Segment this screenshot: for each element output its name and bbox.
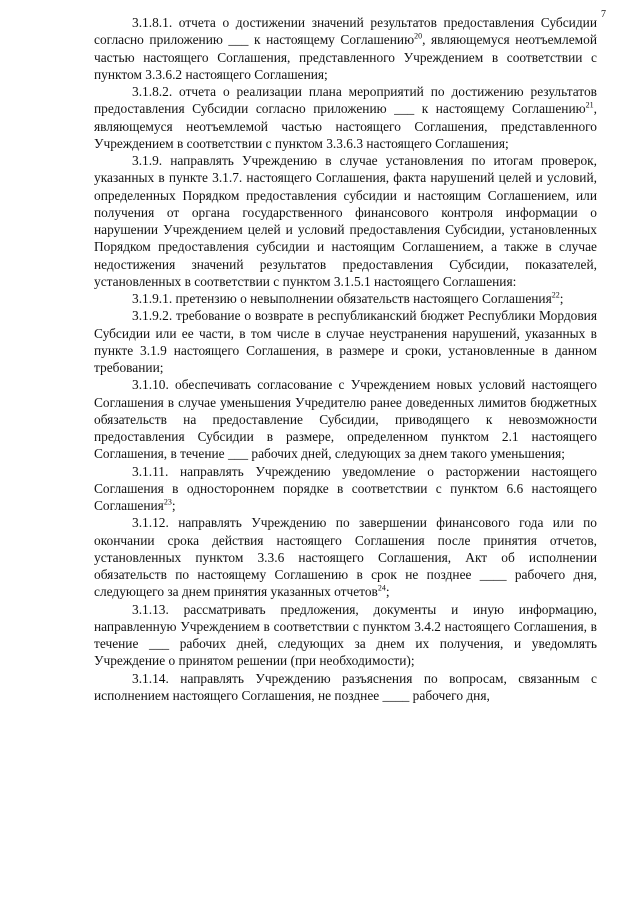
footnote-ref: 22 [551, 290, 560, 300]
footnote-ref: 20 [414, 31, 423, 41]
footnote-ref: 23 [163, 497, 172, 507]
paragraph-3-1-14: 3.1.14. направлять Учреждению разъяснения по вопросам, связанным с исполнением настоящего Соглашения, не позднее ____ рабочего дня, [94, 670, 597, 703]
paragraph-3-1-13: 3.1.13. рассматривать предложения, документы и иную информацию, направленную Учреждением в соответствии с пунктом 3.4.2 настоящего Соглашения, в течение ___ рабочих дней, следующих за днем их получения, и уведомлять Учреждение о принятом решении (при необходимости); [94, 601, 597, 669]
paragraph-3-1-8-2: 3.1.8.2. отчета о реализации плана мероприятий по достижению результатов предоставления Субсидии согласно приложению ___ к настоящему Соглашению$^{21}$, являющемуся неотъемлемой частью настоящего Соглашения, представленного Учреждением в соответствии с пунктом 3.3.6.3 настоящего Соглашения; [94, 84, 597, 151]
paragraph-3-1-9: 3.1.9. направлять Учреждению в случае установления по итогам проверок, указанных в пункте 3.1.7. настоящего Соглашения, факта нарушений целей и условий, определенных Порядком предоставления субсидии и настоящим Соглашением, или получения от органа государственного финансового контроля информации о нарушении Учреждением целей и условий предоставления Субсидии, установленных Порядком предоставления субсидии и настоящим Соглашением, а также в случае недостижения значений результатов предоставления Субсидии, показателей, установленных в соответствии с пунктом 3.1.5.1 настоящего Соглашения: [94, 153, 597, 289]
paragraph-3-1-10: 3.1.10. обеспечивать согласование с Учреждением новых условий настоящего Соглашения в случае уменьшения Учредителю ранее доведенных лимитов бюджетных обязательств на предоставление Субсидии, приводящего к невозможности предоставления Субсидии в размере, определенном пунктом 2.1 настоящего Соглашения, в течение ___ рабочих дней, следующих за днем такого уменьшения; [94, 377, 597, 462]
paragraph-3-1-8-1: 3.1.8.1. отчета о достижении значений результатов предоставления Субсидии согласно приложению ___ к настоящему Соглашению$^{20}$, являющемуся неотъемлемой частью настоящего Соглашения, представленного Учреждением в соответствии с пунктом 3.3.6.2 настоящего Соглашения; [94, 15, 597, 82]
paragraph-3-1-9-2: 3.1.9.2. требование о возврате в республиканский бюджет Республики Мордовия Субсидии или ее части, в том числе в случае неустранения нарушений, указанных в пункте 3.1.9 настоящего Соглашения, в размере и сроки, установленные в данном требовании; [94, 308, 597, 375]
footnote-ref: 24 [377, 583, 386, 593]
paragraph-3-1-12: 3.1.12. направлять Учреждению по завершении финансового года или по окончании срока действия настоящего Соглашения после принятия отчетов, установленных пунктом 3.3.6 настоящего Соглашения, Акт об исполнении обязательств по настоящему Соглашению в срок не позднее ____ рабочего дня, следующего за днем принятия указанных отчетов$^{24}$; [94, 515, 597, 600]
document-body [94, 14, 597, 704]
paragraph-3-1-9-1: 3.1.9.1. претензию о невыполнении обязательств настоящего Соглашения$^{22}$; [132, 290, 564, 306]
paragraph-3-1-11: 3.1.11. направлять Учреждению уведомление о расторжении настоящего Соглашения в одностороннем порядке в соответствии с пунктом 6.6 настоящего Соглашения$^{23}$; [94, 463, 597, 513]
footnote-ref: 21 [585, 100, 594, 110]
page-number: 7 [601, 9, 606, 20]
